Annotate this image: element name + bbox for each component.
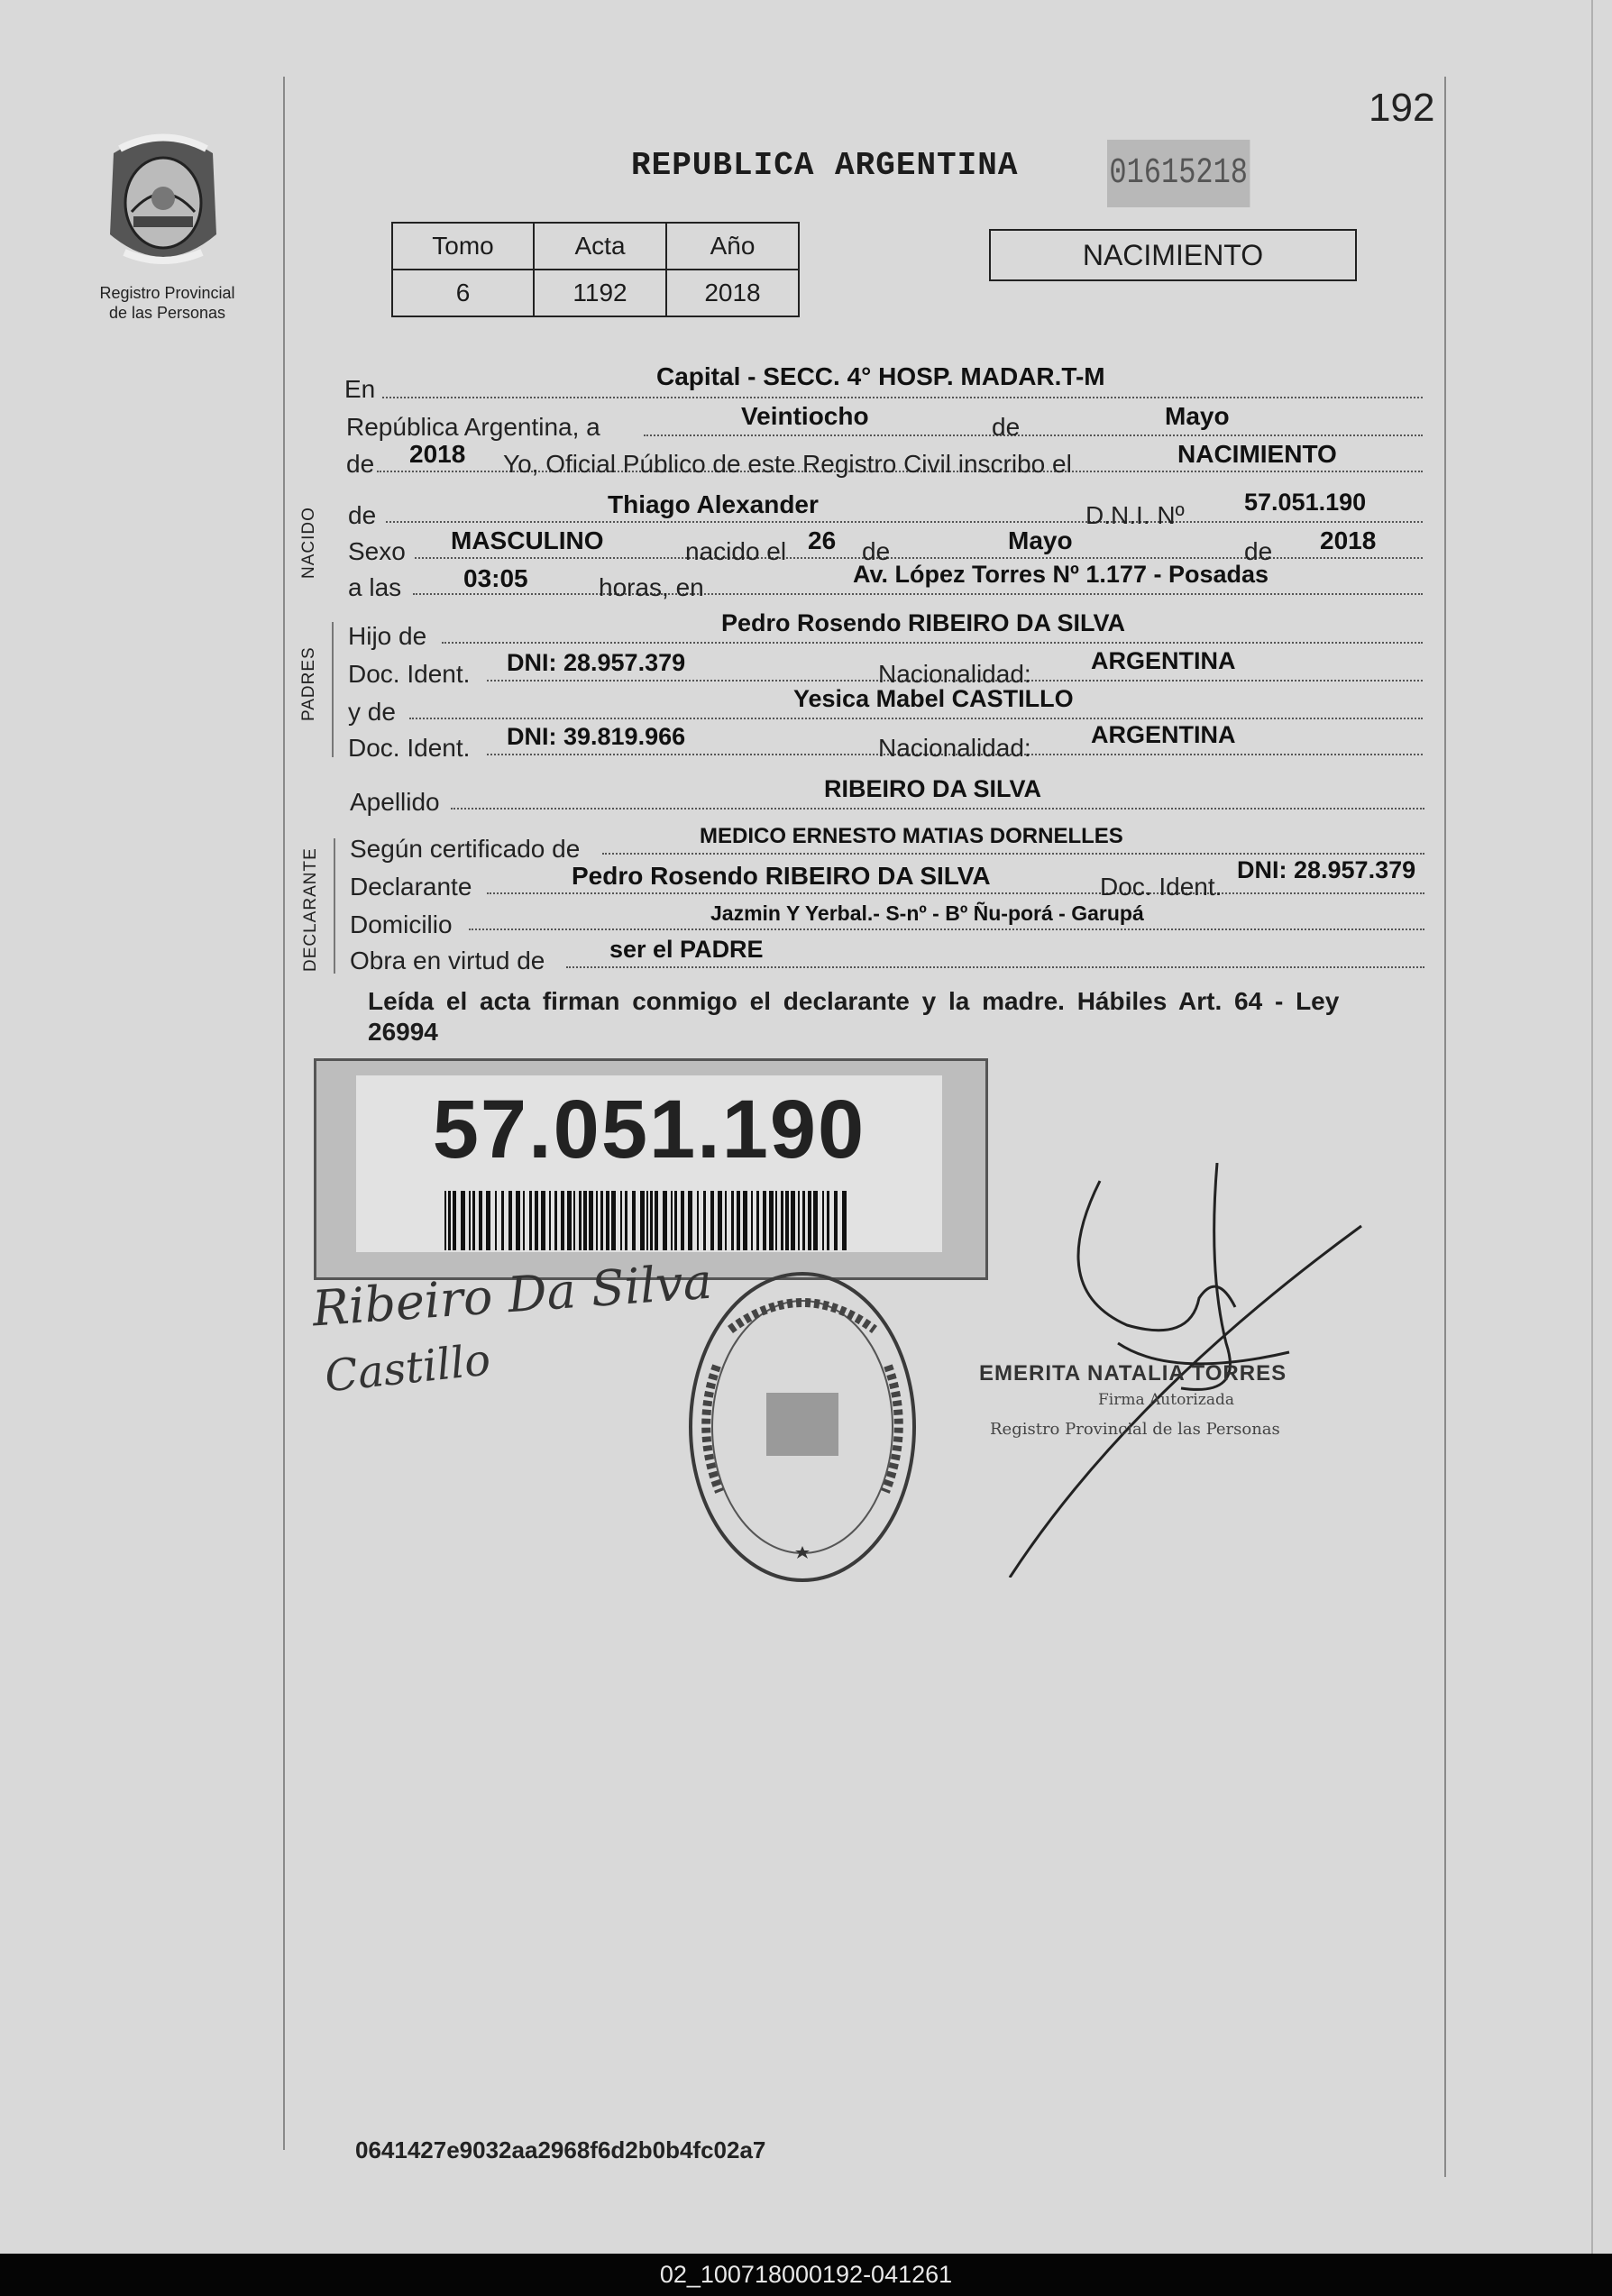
document-hash: 0641427e9032aa2968f6d2b0b4fc02a7 — [355, 2136, 766, 2163]
mother-doc-label: Doc. Ident. — [348, 734, 471, 762]
birth-de1-label: de — [862, 537, 891, 565]
year-statement: Yo, Oficial Público de este Registro Civil inscribo el — [503, 450, 1072, 478]
declarante-doc: DNI: 28.957.379 — [1237, 856, 1416, 883]
nacido-name: Thiago Alexander — [608, 490, 819, 518]
left-margin-line — [283, 77, 285, 2150]
nacido-el-label: nacido el — [685, 537, 787, 565]
dni-sticker-inner — [356, 1075, 942, 1252]
birth-day: 26 — [808, 526, 837, 554]
year-record-type: NACIMIENTO — [1177, 440, 1337, 468]
apellido-value: RIBEIRO DA SILVA — [824, 775, 1042, 802]
nacido-name-label: de — [348, 501, 377, 529]
serial-number: 01615218 — [1107, 140, 1250, 207]
obra-value: ser el PADRE — [609, 936, 764, 963]
year-de-label: de — [346, 450, 375, 478]
dni-sticker — [314, 1058, 988, 1280]
official-seal-icon — [685, 1267, 920, 1587]
birth-address: Av. López Torres Nº 1.177 - Posadas — [853, 561, 1269, 588]
official-title: Firma Autorizada — [1098, 1391, 1234, 1409]
date-month: Mayo — [1165, 402, 1230, 430]
date-de-label: de — [992, 413, 1021, 441]
cert-label: Según certificado de — [350, 835, 581, 863]
hijo-label: Hijo de — [348, 622, 427, 650]
cert-value: MEDICO ERNESTO MATIAS DORNELLES — [700, 824, 1123, 848]
official-registry: Registro Provincial de las Personas — [990, 1420, 1280, 1439]
logo-caption-line1: Registro Provincial — [99, 284, 235, 302]
dni-sticker-number: 57.051.190 — [432, 1084, 866, 1175]
hijo-dots — [442, 642, 1423, 644]
domicilio-dots — [469, 928, 1424, 930]
date-dots — [644, 435, 1423, 436]
logo-caption — [79, 283, 255, 323]
mother-nationality-label: Nacionalidad: — [878, 734, 1031, 762]
declarante-label: Declarante — [350, 873, 472, 901]
declarante-doc-label: Doc. Ident. — [1100, 873, 1223, 901]
place-value: Capital - SECC. 4° HOSP. MADAR.T-M — [656, 362, 1105, 390]
registry-table — [391, 222, 800, 317]
father-nationality: ARGENTINA — [1091, 647, 1236, 674]
barcode-icon — [444, 1191, 850, 1250]
yde-label: y de — [348, 698, 396, 726]
father-doc-label: Doc. Ident. — [348, 660, 471, 688]
date-label: República Argentina, a — [346, 413, 600, 441]
obra-dots — [566, 966, 1424, 968]
value-ano: 2018 — [666, 270, 799, 316]
domicilio-label: Domicilio — [350, 910, 453, 938]
country-title: REPUBLICA ARGENTINA — [631, 147, 1019, 184]
declarante-name: Pedro Rosendo RIBEIRO DA SILVA — [572, 862, 991, 890]
sexo-label: Sexo — [348, 537, 406, 565]
horas-label: horas, en — [599, 573, 704, 601]
father-doc: DNI: 28.957.379 — [507, 649, 686, 676]
father-name: Pedro Rosendo RIBEIRO DA SILVA — [721, 609, 1126, 636]
logo-caption-line2: de las Personas — [108, 304, 226, 322]
birth-month: Mayo — [1008, 526, 1073, 554]
footer-id-bar: 02_100718000192-041261 — [0, 2254, 1612, 2296]
father-signature: Ribeiro Da Silva — [310, 1252, 714, 1338]
right-margin-line — [1444, 77, 1446, 2177]
header-acta: Acta — [534, 223, 666, 270]
time-dots — [413, 593, 1423, 595]
padres-bracket — [332, 622, 334, 757]
mother-doc: DNI: 39.819.966 — [507, 723, 686, 750]
section-declarante-label: DECLARANTE — [301, 847, 320, 972]
birth-de2-label: de — [1244, 537, 1273, 565]
yde-dots — [409, 718, 1423, 719]
date-day: Veintiocho — [741, 402, 869, 430]
place-dots — [382, 397, 1423, 398]
value-tomo: 6 — [392, 270, 534, 316]
header-tomo: Tomo — [392, 223, 534, 270]
official-name: EMERITA NATALIA TORRES — [979, 1361, 1287, 1386]
year-value: 2018 — [409, 440, 466, 468]
nacido-dni: 57.051.190 — [1244, 489, 1367, 516]
apellido-label: Apellido — [350, 788, 440, 816]
mother-name: Yesica Mabel CASTILLO — [793, 685, 1074, 712]
nacido-dni-label: D.N.I. Nº — [1085, 501, 1185, 529]
section-padres-label: PADRES — [299, 646, 318, 721]
closing-statement: Leída el acta firman conmigo el declarante y la madre. Hábiles Art. 64 - Ley 26994 — [368, 987, 1340, 1046]
time-label: a las — [348, 573, 402, 601]
section-nacido-label: NACIDO — [299, 507, 318, 579]
declarante-bracket — [334, 838, 335, 974]
domicilio-value: Jazmin Y Yerbal.- S-nº - Bº Ñu-porá - Garupá — [710, 901, 1144, 925]
cert-dots — [602, 853, 1424, 855]
sexo-value: MASCULINO — [451, 526, 604, 554]
mother-nationality: ARGENTINA — [1091, 721, 1236, 748]
declarante-dots — [487, 892, 1424, 894]
obra-label: Obra en virtud de — [350, 947, 545, 974]
birth-year: 2018 — [1320, 526, 1377, 554]
birth-time: 03:05 — [463, 564, 528, 592]
place-label: En — [344, 375, 376, 403]
value-acta: 1192 — [534, 270, 666, 316]
record-type-box: NACIMIENTO — [989, 229, 1357, 281]
mother-signature: Castillo — [322, 1334, 493, 1403]
father-nationality-label: Nacionalidad: — [878, 660, 1031, 688]
sheet-edge-line — [1591, 0, 1593, 2254]
apellido-dots — [451, 808, 1424, 810]
header-ano: Año — [666, 223, 799, 270]
coat-of-arms-icon — [97, 126, 229, 270]
page-number: 192 — [1369, 86, 1435, 130]
nacido-name-dots — [386, 521, 1423, 523]
